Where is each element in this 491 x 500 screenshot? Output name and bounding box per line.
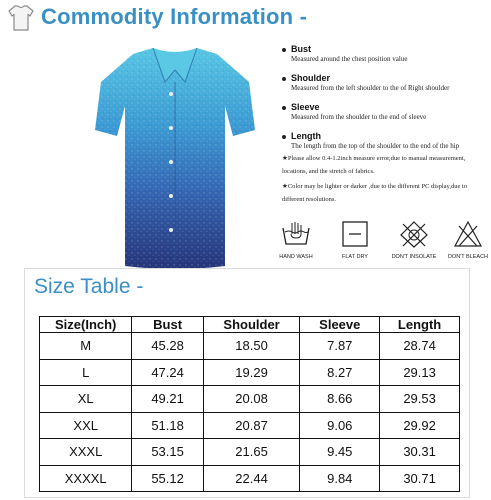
- bullet-icon: [282, 48, 286, 52]
- product-image: [95, 42, 255, 272]
- flat-dry-icon: [340, 220, 370, 248]
- spec-bust: [282, 44, 482, 64]
- table-cell: XXXXL: [40, 465, 132, 492]
- spec-shoulder: [282, 73, 482, 93]
- column-header: Shoulder: [203, 317, 300, 333]
- table-cell: 53.15: [132, 439, 203, 466]
- care-do-not-bleach: [438, 220, 491, 260]
- table-cell: XXL: [40, 412, 132, 439]
- table-cell: 29.53: [380, 386, 460, 413]
- table-row: [40, 412, 460, 439]
- spec-sleeve: [282, 102, 482, 122]
- table-cell: 47.24: [132, 359, 203, 386]
- table-row: [40, 439, 460, 466]
- bullet-icon: [282, 77, 286, 81]
- spec-length: [282, 131, 482, 151]
- table-cell: 18.50: [203, 333, 300, 360]
- spec-name: Bust: [291, 44, 311, 54]
- table-cell: 20.87: [203, 412, 300, 439]
- table-cell: 45.28: [132, 333, 203, 360]
- table-cell: 55.12: [132, 465, 203, 492]
- do-not-bleach-icon: [453, 220, 483, 248]
- table-row: [40, 465, 460, 492]
- care-label: DON'T INSOLATE: [391, 254, 437, 260]
- color-note: ★Color may be lighter or darker ,due to the different PC display,due to different resolutions.: [282, 183, 468, 203]
- table-cell: 29.13: [380, 359, 460, 386]
- table-cell: 8.66: [300, 386, 380, 413]
- care-label: FLAT DRY: [342, 254, 368, 260]
- table-cell: 30.31: [380, 439, 460, 466]
- spec-desc: Measured from the shoulder to the end of sleeve: [291, 113, 427, 121]
- table-cell: 9.45: [300, 439, 380, 466]
- table-header-row: [40, 317, 460, 333]
- care-label: DON'T BLEACH: [447, 254, 489, 260]
- table-cell: 28.74: [380, 333, 460, 360]
- table-cell: 29.92: [380, 412, 460, 439]
- care-flat-dry: [325, 220, 385, 260]
- table-cell: 21.65: [203, 439, 300, 466]
- spec-name: Shoulder: [291, 73, 331, 83]
- table-row: [40, 333, 460, 360]
- column-header: Bust: [132, 317, 203, 333]
- spec-name: Sleeve: [291, 102, 320, 112]
- table-cell: XXXL: [40, 439, 132, 466]
- shirt-illustration: [95, 42, 255, 272]
- spec-name: Length: [291, 131, 321, 141]
- table-row: [40, 359, 460, 386]
- table-cell: 7.87: [300, 333, 380, 360]
- table-cell: 22.44: [203, 465, 300, 492]
- spec-desc: Measured from the left shoulder to the of Right shoulder: [291, 84, 450, 92]
- table-cell: XL: [40, 386, 132, 413]
- care-hand-wash: [266, 220, 326, 260]
- table-cell: 8.27: [300, 359, 380, 386]
- table-cell: 9.84: [300, 465, 380, 492]
- table-row: [40, 386, 460, 413]
- size-table-title: Size Table -: [34, 275, 144, 298]
- column-header: Sleeve: [300, 317, 380, 333]
- table-cell: 19.29: [203, 359, 300, 386]
- table-cell: L: [40, 359, 132, 386]
- spec-desc: Measured around the chest position value: [291, 55, 408, 63]
- care-label: HAND WASH: [279, 254, 313, 260]
- care-do-not-insolate: [384, 220, 444, 260]
- table-cell: 20.08: [203, 386, 300, 413]
- hand-wash-icon: [281, 220, 311, 248]
- table-cell: 49.21: [132, 386, 203, 413]
- table-cell: 30.71: [380, 465, 460, 492]
- table-cell: 51.18: [132, 412, 203, 439]
- size-table: [39, 316, 460, 492]
- column-header: Length: [380, 317, 460, 333]
- size-table-panel: [24, 268, 470, 498]
- spec-desc: The length from the top of the shoulder to the end of the hip: [291, 142, 460, 150]
- page-title: Commodity Information -: [41, 4, 308, 29]
- bullet-icon: [282, 106, 286, 110]
- bullet-icon: [282, 135, 286, 139]
- table-cell: 9.06: [300, 412, 380, 439]
- column-header: Size(Inch): [40, 317, 132, 333]
- do-not-insulate-icon: [399, 220, 429, 248]
- measure-error-note: ★Please allow 0.4-1.2inch measure error,due to manual measurement, locations, and the stretch of fabrics.: [282, 155, 466, 175]
- measurement-guide: [282, 44, 482, 206]
- shirt-outline-icon: [6, 3, 36, 33]
- table-cell: M: [40, 333, 132, 360]
